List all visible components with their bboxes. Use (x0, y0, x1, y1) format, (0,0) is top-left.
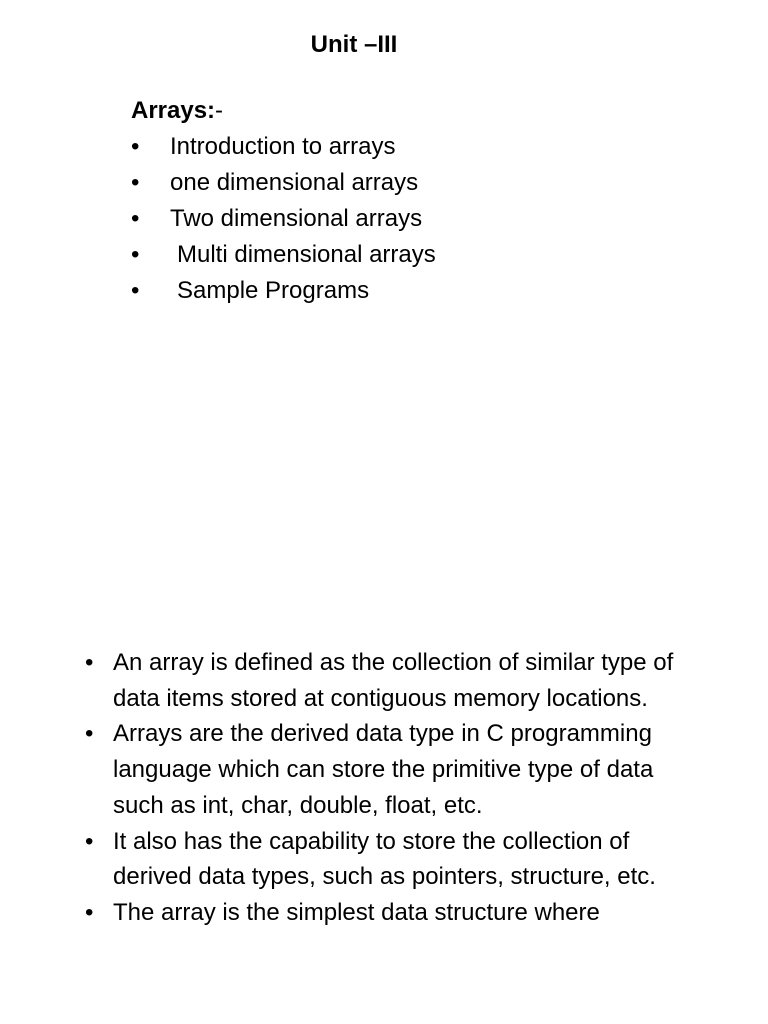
topic-item-text: Two dimensional arrays (170, 205, 423, 232)
definition-item (85, 645, 705, 716)
definition-item (85, 716, 705, 823)
topics-heading-suffix: - (215, 97, 224, 124)
bullet-icon: • (131, 241, 140, 268)
topic-item (131, 165, 436, 201)
definition-item-text: An array is defined as the collection of similar type of data items stored at contiguous memory locations. (113, 649, 674, 712)
bullet-icon: • (131, 277, 140, 304)
definition-item (85, 895, 705, 931)
topics-list (131, 129, 436, 309)
topic-item-text: Introduction to arrays (170, 133, 396, 160)
bullet-icon: • (131, 133, 140, 160)
topic-item (131, 129, 436, 165)
bullet-icon: • (85, 827, 94, 855)
topic-item (131, 237, 436, 273)
definition-item-text: It also has the capability to store the collection of derived data types, such as pointers, structure, etc. (113, 827, 656, 891)
topic-item-text: Sample Programs (177, 277, 370, 304)
topic-item-text: Multi dimensional arrays (177, 241, 436, 268)
topic-item-text: one dimensional arrays (170, 169, 419, 196)
bullet-icon: • (85, 720, 94, 748)
bullet-icon: • (85, 649, 94, 676)
bullet-icon: • (85, 898, 94, 926)
topics-heading (131, 93, 436, 129)
definition-item (85, 824, 705, 895)
definition-list (85, 645, 705, 931)
topic-item (131, 201, 436, 237)
definition-item-text: Arrays are the derived data type in C programming language which can store the primitive type of data such as int, char, double, float, etc. (113, 720, 654, 819)
definition-item-text: The array is the simplest data structure where (113, 898, 600, 926)
topics-heading-label: Arrays: (131, 97, 216, 124)
bullet-icon: • (131, 205, 140, 232)
topics-section (131, 93, 436, 309)
bullet-icon: • (131, 169, 140, 196)
topic-item (131, 273, 436, 309)
unit-title: Unit –III (310, 31, 398, 58)
